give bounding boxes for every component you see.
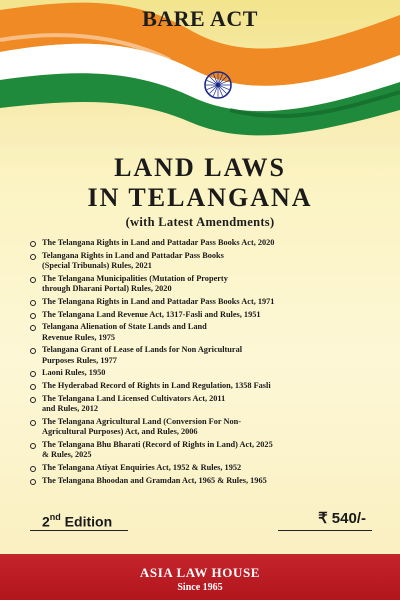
series-label: BARE ACT: [142, 6, 258, 31]
act-item: [30, 322, 385, 342]
bullet-circle-icon: [30, 277, 36, 283]
bullet-circle-icon: [30, 479, 36, 485]
bullet-circle-icon: [30, 371, 36, 377]
bullet-circle-icon: [30, 420, 36, 426]
bullet-circle-icon: [30, 397, 36, 403]
act-item: [30, 310, 385, 320]
bullet-circle-icon: [30, 241, 36, 247]
act-line: (Special Tribunals) Rules, 2021: [42, 261, 152, 270]
ashoka-chakra-icon: [205, 72, 231, 98]
publisher-band: [0, 554, 400, 600]
act-item: [30, 274, 385, 294]
book-title-line-2: IN TELANGANA: [87, 183, 313, 212]
act-item: [30, 394, 385, 414]
act-line: through Dharani Portal) Rules, 2020: [42, 284, 172, 293]
act-item: [30, 381, 385, 391]
edition-number: 2: [42, 513, 50, 530]
act-line: Laoni Rules, 1950: [42, 368, 106, 378]
act-line: Revenue Rules, 1975: [42, 332, 116, 342]
price-label: ₹ 540/-: [318, 510, 366, 527]
edition-label: [42, 512, 112, 531]
edition-word: Edition: [60, 513, 113, 530]
act-line: The Telangana Land Revenue Act, 1317-Fasli and Rules, 1951: [42, 309, 261, 319]
act-item: [30, 417, 385, 437]
act-line: and Rules, 2012: [42, 404, 99, 414]
bullet-circle-icon: [30, 300, 36, 306]
act-item: [30, 476, 385, 486]
bullet-circle-icon: [30, 443, 36, 449]
act-line: The Telangana Land Licensed Cultivators Act, 2011: [42, 393, 226, 403]
title-block: [0, 153, 400, 230]
act-line: Telangana Alienation of State Lands and Land: [42, 322, 207, 332]
act-line: Agricultural Purposes) Act, and Rules, 2006: [42, 427, 198, 437]
bullet-circle-icon: [30, 254, 36, 260]
act-line: The Telangana Bhu Bharati (Record of Rights in Land) Act, 2025: [42, 439, 273, 449]
act-line: Telangana Rights in Land and Pattadar Pass Books: [42, 250, 224, 260]
act-line: Telangana Grant of Lease of Lands for Non Agricultural: [42, 345, 243, 355]
book-subtitle: (with Latest Amendments): [125, 215, 275, 229]
bullet-circle-icon: [30, 325, 36, 331]
act-line: The Telangana Bhoodan and Gramdan Act, 1965 & Rules, 1965: [42, 475, 267, 485]
act-line: Purposes Rules, 1977: [42, 355, 117, 365]
act-item: [30, 368, 385, 378]
act-item: [30, 251, 385, 271]
act-line: The Hyderabad Record of Rights in Land Regulation, 1358 Fasli: [42, 381, 271, 391]
edition-suffix: nd: [49, 512, 61, 522]
act-item: [30, 238, 385, 248]
act-line: The Telangana Atiyat Enquiries Act, 1952 & Rules, 1952: [42, 462, 242, 472]
bullet-circle-icon: [30, 313, 36, 319]
act-line: The Telangana Rights in Land and Pattadar Pass Books Act, 2020: [42, 238, 275, 247]
bullet-circle-icon: [30, 384, 36, 390]
edition-underline: [30, 530, 128, 531]
publisher-name: ASIA LAW HOUSE: [139, 565, 261, 580]
price-underline: [278, 530, 372, 531]
act-line: The Telangana Municipalities (Mutation of Property: [42, 273, 228, 283]
bullet-circle-icon: [30, 348, 36, 354]
publisher-since: Since 1965: [177, 582, 223, 593]
act-item: [30, 345, 385, 365]
act-item: [30, 463, 385, 473]
act-item: [30, 297, 385, 307]
acts-list: [30, 238, 385, 489]
book-title-line-1: LAND LAWS: [114, 153, 286, 182]
act-item: [30, 440, 385, 460]
bullet-circle-icon: [30, 466, 36, 472]
act-line: The Telangana Agricultural Land (Conversion For Non-: [42, 416, 241, 426]
act-line: & Rules, 2025: [42, 450, 92, 460]
act-line: The Telangana Rights in Land and Pattadar Pass Books Act, 1971: [42, 296, 275, 306]
